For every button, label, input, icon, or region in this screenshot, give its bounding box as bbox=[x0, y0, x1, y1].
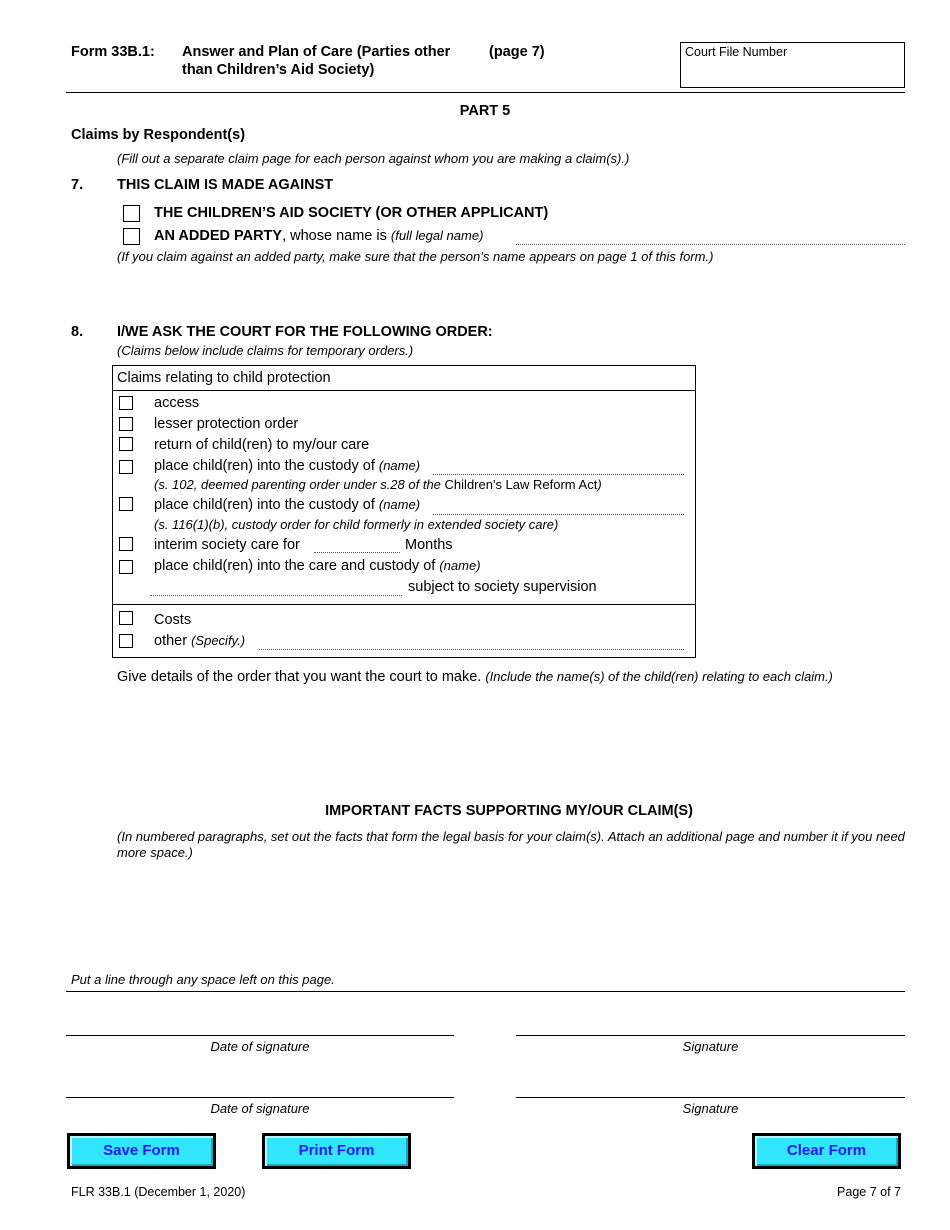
facts-note: (In numbered paragraphs, set out the facts that form the legal basis for your claim(s). Attach an additional page and number it if you need more space.) bbox=[117, 829, 905, 860]
order-details-field[interactable] bbox=[117, 692, 905, 792]
date-signature-line-2[interactable] bbox=[66, 1097, 454, 1098]
added-party-name-line[interactable] bbox=[516, 244, 905, 245]
date-signature-label-2: Date of signature bbox=[210, 1101, 310, 1116]
claims-note: (Fill out a separate claim page for each person against whom you are making a claim(s).) bbox=[117, 151, 630, 166]
court-file-number-box[interactable] bbox=[680, 42, 905, 88]
claims-table-divider bbox=[112, 604, 696, 605]
checkbox-costs[interactable] bbox=[119, 611, 133, 625]
checkbox-custody-s116[interactable] bbox=[119, 497, 133, 511]
court-file-number-label: Court File Number bbox=[685, 45, 788, 59]
signature-line-1[interactable] bbox=[516, 1035, 905, 1036]
checkbox-childrens-aid-society[interactable] bbox=[123, 205, 140, 222]
claim-lesser-protection: lesser protection order bbox=[154, 416, 299, 432]
put-line-divider bbox=[66, 991, 905, 992]
option-added-party bbox=[154, 228, 483, 244]
signature-line-2[interactable] bbox=[516, 1097, 905, 1098]
custody-s102-note-a: (s. 102, deemed parenting order under s.28 of the bbox=[154, 477, 441, 492]
added-party-bold: AN ADDED PARTY bbox=[154, 228, 283, 244]
other-text: other bbox=[154, 633, 188, 649]
added-party-note: (If you claim against an added party, make sure that the person’s name appears on page 1 of this form.) bbox=[117, 249, 714, 264]
checkbox-return-children[interactable] bbox=[119, 437, 133, 451]
put-line-note: Put a line through any space left on this page. bbox=[71, 972, 335, 987]
signature-label-2: Signature bbox=[682, 1101, 739, 1116]
part-heading: PART 5 bbox=[459, 103, 511, 119]
footer-page-number: Page 7 of 7 bbox=[837, 1185, 901, 1199]
date-signature-label-1: Date of signature bbox=[210, 1039, 310, 1054]
claim-other bbox=[154, 633, 245, 649]
print-form-button[interactable]: Print Form bbox=[262, 1133, 411, 1169]
care-custody-name-line[interactable] bbox=[150, 595, 402, 596]
added-party-text: , whose name is bbox=[282, 228, 387, 244]
care-custody-text: place child(ren) into the care and custody of bbox=[154, 558, 436, 574]
claim-costs: Costs bbox=[154, 612, 192, 628]
section7-number: 7. bbox=[71, 177, 84, 193]
checkbox-lesser-protection[interactable] bbox=[119, 417, 133, 431]
custody-s102-note-b: ) bbox=[597, 477, 602, 492]
checkbox-added-party[interactable] bbox=[123, 228, 140, 245]
custody-s116-name-label: (name) bbox=[378, 497, 421, 512]
claim-interim-care: interim society care for bbox=[154, 537, 300, 553]
section8-number: 8. bbox=[71, 324, 84, 340]
custody-s102-name-label: (name) bbox=[378, 458, 421, 473]
claim-access: access bbox=[154, 395, 200, 411]
claim-custody-s116 bbox=[154, 497, 420, 513]
signature-label-1: Signature bbox=[682, 1039, 739, 1054]
order-details-instruction bbox=[117, 669, 833, 685]
claim-custody-s102 bbox=[154, 458, 420, 474]
claim-return-children: return of child(ren) to my/our care bbox=[154, 437, 370, 453]
clear-form-button[interactable]: Clear Form bbox=[752, 1133, 901, 1169]
checkbox-interim-care[interactable] bbox=[119, 537, 133, 551]
order-details-text: Give details of the order that you want the court to make. bbox=[117, 669, 482, 685]
form-number: Form 33B.1: bbox=[71, 44, 155, 60]
checkbox-access[interactable] bbox=[119, 396, 133, 410]
date-signature-line-1[interactable] bbox=[66, 1035, 454, 1036]
interim-care-months-line[interactable] bbox=[314, 552, 400, 553]
facts-field[interactable] bbox=[117, 866, 905, 966]
section8-note: (Claims below include claims for temporary orders.) bbox=[117, 343, 414, 358]
form-title-line1: Answer and Plan of Care (Parties other bbox=[182, 44, 451, 60]
claims-table-header: Claims relating to child protection bbox=[117, 370, 331, 386]
full-legal-name-label: (full legal name) bbox=[390, 228, 484, 243]
checkbox-care-and-custody[interactable] bbox=[119, 560, 133, 574]
checkbox-custody-s102[interactable] bbox=[119, 460, 133, 474]
care-custody-name-label: (name) bbox=[439, 558, 481, 573]
claims-heading: Claims by Respondent(s) bbox=[71, 127, 246, 143]
save-form-button[interactable]: Save Form bbox=[67, 1133, 216, 1169]
care-custody-supervision: subject to society supervision bbox=[408, 579, 597, 595]
custody-s102-text: place child(ren) into the custody of bbox=[154, 458, 375, 474]
other-specify-label: (Specify.) bbox=[191, 633, 246, 648]
claim-care-and-custody bbox=[154, 558, 481, 574]
interim-care-months-label: Months bbox=[405, 537, 453, 553]
custody-s102-note bbox=[154, 477, 602, 492]
claims-table-header-divider bbox=[112, 390, 696, 391]
section8-heading: I/WE ASK THE COURT FOR THE FOLLOWING ORDER: bbox=[117, 324, 493, 340]
facts-heading: IMPORTANT FACTS SUPPORTING MY/OUR CLAIM(S) bbox=[325, 803, 693, 819]
custody-s116-note: (s. 116(1)(b), custody order for child formerly in extended society care) bbox=[154, 517, 559, 532]
custody-s116-name-line[interactable] bbox=[433, 514, 684, 515]
section7-heading: THIS CLAIM IS MADE AGAINST bbox=[117, 177, 334, 193]
page-reference: (page 7) bbox=[489, 44, 545, 60]
custody-s102-note-act: Children's Law Reform Act bbox=[444, 477, 598, 492]
footer-form-id: FLR 33B.1 (December 1, 2020) bbox=[71, 1185, 246, 1199]
custody-s116-text: place child(ren) into the custody of bbox=[154, 497, 375, 513]
order-details-italic: (Include the name(s) of the child(ren) relating to each claim.) bbox=[485, 669, 833, 684]
custody-s102-name-line[interactable] bbox=[433, 474, 684, 475]
form-title-line2: than Children’s Aid Society) bbox=[182, 62, 375, 78]
checkbox-other[interactable] bbox=[119, 634, 133, 648]
header-divider bbox=[66, 92, 905, 93]
other-specify-line[interactable] bbox=[259, 649, 684, 650]
option-childrens-aid-society: THE CHILDREN’S AID SOCIETY (OR OTHER APPLICANT) bbox=[154, 205, 549, 221]
